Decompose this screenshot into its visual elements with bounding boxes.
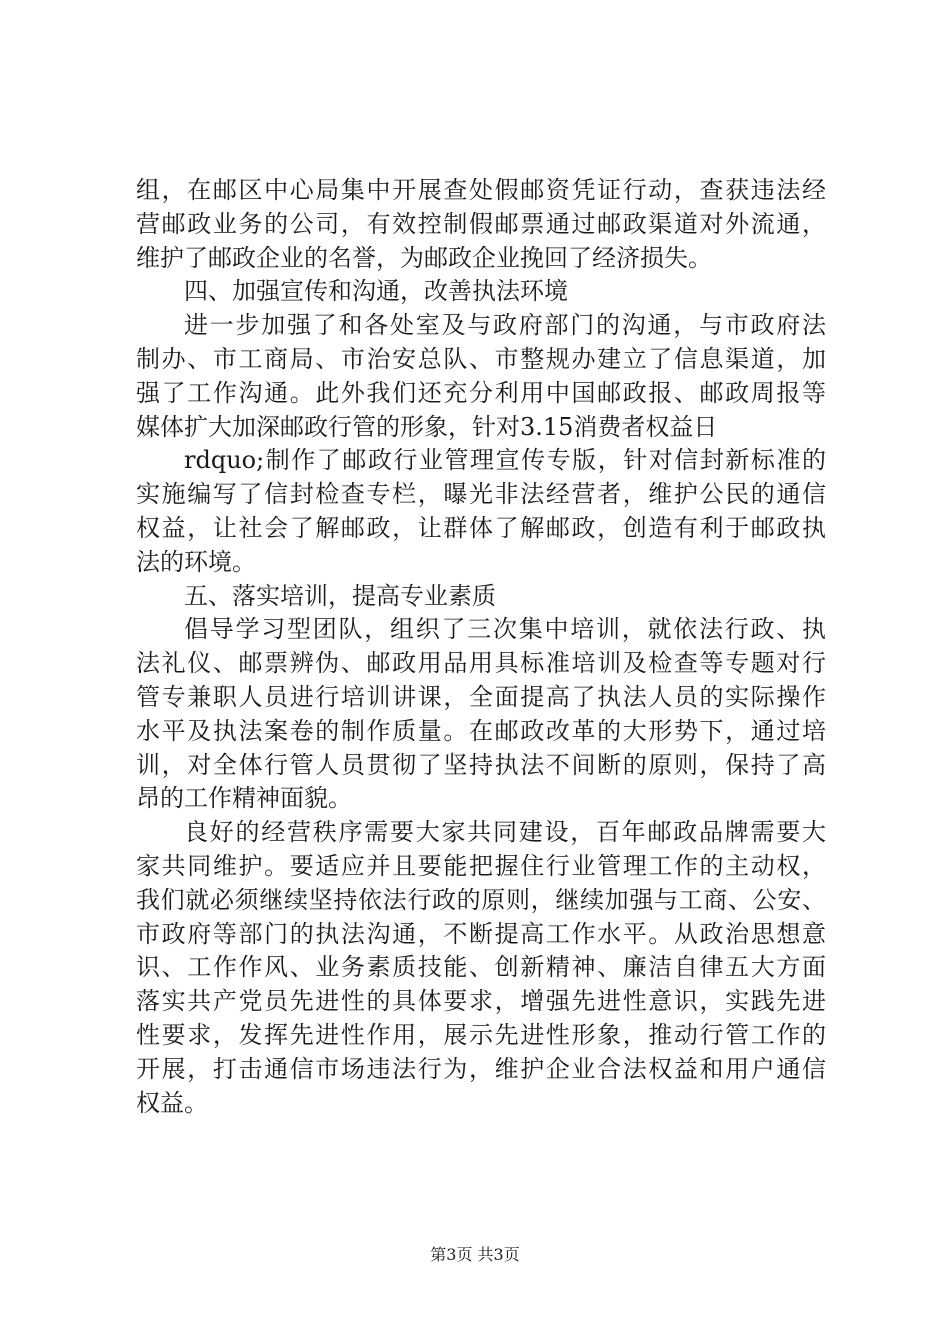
text-line: 性要求，发挥先进性作用，展示先进性形象，推动行管工作的 bbox=[136, 1020, 826, 1049]
text-line: 昂的工作精神面貌。 bbox=[136, 784, 352, 813]
text-line: 营邮政业务的公司，有效控制假邮票通过邮政渠道对外流通， bbox=[136, 209, 826, 238]
text-line: 五、落实培训，提高专业素质 bbox=[184, 581, 496, 610]
text-line: 实施编写了信封检查专栏，曝光非法经营者，维护公民的通信 bbox=[136, 480, 826, 509]
page-footer: 第3页 共3页 bbox=[430, 1245, 520, 1264]
text-line: 强了工作沟通。此外我们还充分利用中国邮政报、邮政周报等 bbox=[136, 378, 826, 407]
text-line: 进一步加强了和各处室及与政府部门的沟通，与市政府法 bbox=[184, 311, 826, 340]
text-line: 制办、市工商局、市治安总队、市整规办建立了信息渠道，加 bbox=[136, 344, 826, 373]
document-body bbox=[136, 174, 826, 1120]
text-line: 识、工作作风、业务素质技能、创新精神、廉洁自律五大方面 bbox=[136, 953, 826, 982]
text-line: 管专兼职人员进行培训讲课，全面提高了执法人员的实际操作 bbox=[136, 682, 826, 711]
text-line: 市政府等部门的执法沟通，不断提高工作水平。从政治思想意 bbox=[136, 919, 826, 948]
text-line: 组，在邮区中心局集中开展查处假邮资凭证行动，查获违法经 bbox=[136, 176, 826, 204]
text-line: 我们就必须继续坚持依法行政的原则，继续加强与工商、公安、 bbox=[136, 885, 826, 914]
text-line: 法的环境。 bbox=[136, 547, 256, 576]
text-line: 开展，打击通信市场违法行为，维护企业合法权益和用户通信 bbox=[136, 1054, 826, 1083]
text-line: 训，对全体行管人员贯彻了坚持执法不间断的原则，保持了高 bbox=[136, 750, 826, 779]
text-line: rdquo;制作了邮政行业管理宣传专版，针对信封新标准的 bbox=[184, 446, 826, 475]
text-line: 四、加强宣传和沟通，改善执法环境 bbox=[184, 277, 568, 306]
text-line: 落实共产党员先进性的具体要求，增强先进性意识，实践先进 bbox=[136, 987, 826, 1016]
text-line: 媒体扩大加深邮政行管的形象，针对3.15消费者权益日 bbox=[136, 412, 718, 441]
text-line: 良好的经营秩序需要大家共同建设，百年邮政品牌需要大 bbox=[184, 818, 826, 847]
text-line: 倡导学习型团队，组织了三次集中培训，就依法行政、执 bbox=[184, 615, 826, 644]
text-line: 维护了邮政企业的名誉，为邮政企业挽回了经济损失。 bbox=[136, 243, 712, 272]
text-line: 法礼仪、邮票辨伪、邮政用品用具标准培训及检查等专题对行 bbox=[136, 649, 826, 678]
text-line: 家共同维护。要适应并且要能把握住行业管理工作的主动权， bbox=[136, 851, 826, 880]
text-line: 权益。 bbox=[136, 1088, 208, 1117]
text-line: 水平及执法案卷的制作质量。在邮政改革的大形势下，通过培 bbox=[136, 716, 826, 745]
text-line: 权益，让社会了解邮政，让群体了解邮政，创造有利于邮政执 bbox=[136, 513, 826, 542]
